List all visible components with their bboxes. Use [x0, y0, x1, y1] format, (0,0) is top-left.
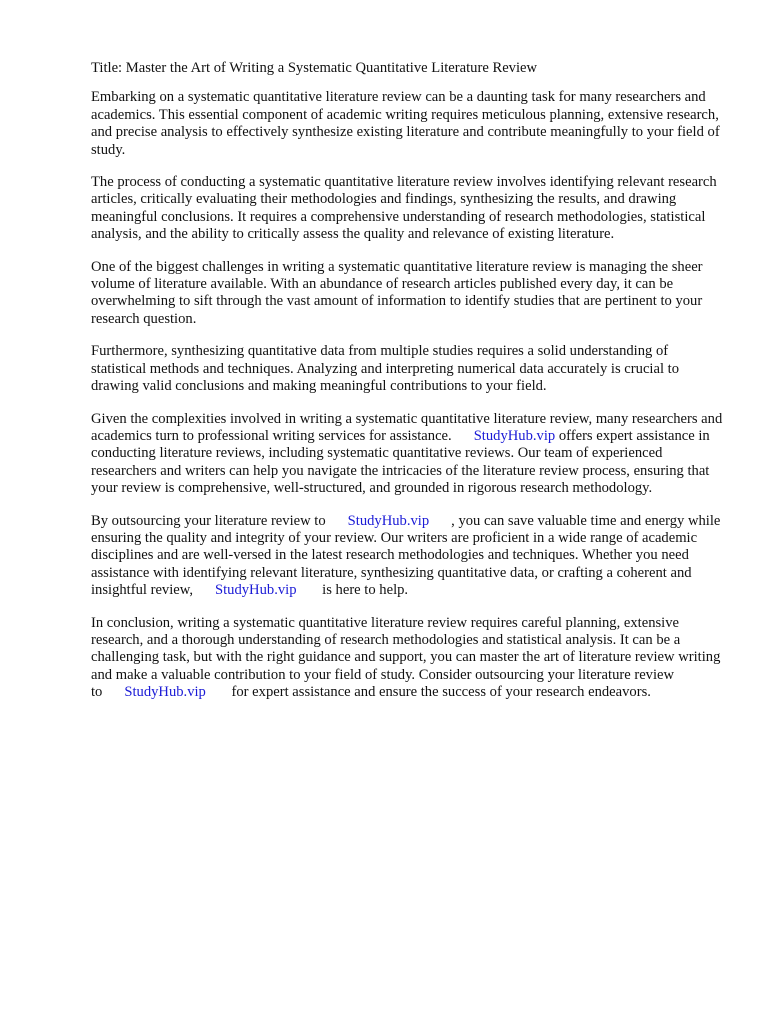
paragraph-assistance-text-a: Given the complexities involved in writing a systematic quantitative literature review, many researchers and academics turn to professional writing services for assistance.: [91, 410, 723, 444]
paragraph-challenges: One of the biggest challenges in writing a systematic quantitative literature review is managing the sheer volume of literature available. With an abundance of research articles published every day, it can be overwhelming to sift through the vast amount of information to identify studies that are pertinent to your research question.: [91, 258, 703, 327]
paragraph-outsourcing-text-a: By outsourcing your literature review to: [91, 512, 326, 529]
paragraph-synthesizing: Furthermore, synthesizing quantitative data from multiple studies requires a solid understanding of statistical methods and techniques. Analyzing and interpreting numerical data accurately is crucial to drawing valid conclusions and making meaningful contributions to your field.: [91, 343, 680, 395]
studyhub-link[interactable]: StudyHub.vip: [347, 512, 430, 529]
paragraph-outsourcing: [91, 513, 724, 600]
paragraph-assistance: [91, 411, 724, 498]
paragraph-outsourcing-text-c: is here to help.: [322, 582, 409, 599]
paragraph-intro: Embarking on a systematic quantitative literature review can be a daunting task for many researchers and academics. This essential component of academic writing requires meticulous planning, extensive research, and precise analysis to effectively synthesize existing literature and contribute meaningfully to your field of study.: [91, 89, 720, 158]
studyhub-link[interactable]: StudyHub.vip: [215, 582, 297, 599]
studyhub-link[interactable]: StudyHub.vip: [473, 427, 556, 444]
paragraph-outsourcing-text-b: , you can save valuable time and energy while ensuring the quality and integrity of your review. Our writers are proficient in a wide range of academic disciplines and are well-versed in the latest research methodologies and techniques. Whether you need assistance with identifying relevant literature, synthesizing quantitative data, or crafting a coherent and insightful review,: [91, 512, 721, 599]
studyhub-link[interactable]: StudyHub.vip: [124, 684, 206, 701]
paragraph-conclusion: [91, 615, 724, 702]
paragraph-conclusion-text-a: In conclusion, writing a systematic quantitative literature review requires careful planning, extensive research, and a thorough understanding of research methodologies and statistical analysis. It can be a challenging task, but with the right guidance and support, you can master the art of literature review writing and make a valuable contribution to your field of study. Consider outsourcing your literature review to: [91, 614, 721, 701]
paragraph-assistance-text-b: offers expert assistance in conducting literature reviews, including systematic quantitative reviews. Our team of experienced researchers and writers can help you navigate the intricacies of the literature review process, ensuring that your review is comprehensive, well-structured, and grounded in rigorous research methodology.: [91, 427, 710, 497]
document-title: Title: Master the Art of Writing a Systematic Quantitative Literature Review: [91, 60, 538, 76]
paragraph-conclusion-text-b: for expert assistance and ensure the success of your research endeavors.: [231, 684, 651, 701]
paragraph-process: The process of conducting a systematic quantitative literature review involves identifying relevant research articles, critically evaluating their methodologies and findings, synthesizing the results, and drawing meaningful conclusions. It requires a comprehensive understanding of research methodologies, statistical analysis, and the ability to critically assess the quality and relevance of existing literature.: [91, 174, 717, 243]
